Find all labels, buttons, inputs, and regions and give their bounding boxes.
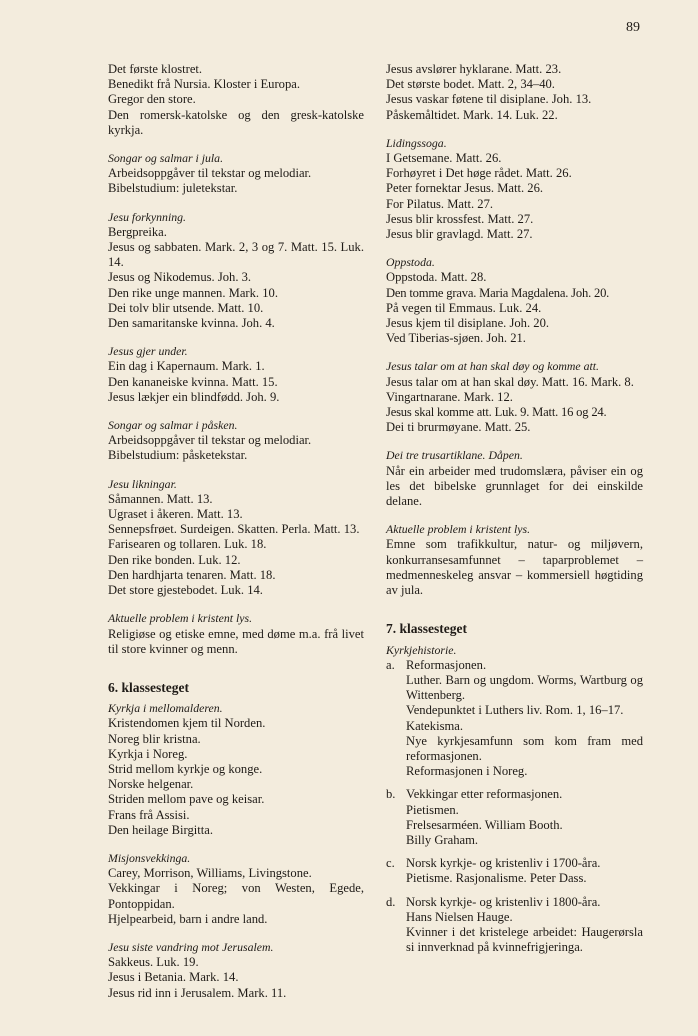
- topic-heading: Aktuelle problem i kristent lys.: [386, 522, 531, 537]
- topic-heading: Kyrkja i mellomalderen.: [108, 701, 223, 716]
- text-line: Carey, Morrison, Williams, Livingstone.: [108, 866, 312, 881]
- text-line: Vingartnarane. Mark. 12.: [386, 389, 513, 404]
- topic-heading: Jesu siste vandring mot Jerusalem.: [108, 939, 274, 954]
- text-line: Den romersk-katolske og den gresk-katolske kyrkja.: [108, 107, 364, 137]
- text-line: Hjelpearbeid, barn i andre land.: [108, 911, 268, 926]
- text-line: Sakkeus. Luk. 19.: [108, 955, 199, 970]
- text-line: Pietisme. Rasjonalisme. Peter Dass.: [406, 871, 587, 886]
- text-line: Gregor den store.: [108, 92, 196, 107]
- text-line: Såmannen. Matt. 13.: [108, 491, 213, 506]
- text-line: Kvinner i det kristelege arbeidet: Haugerørsla si innverknad på kvinnefrigjeringa.: [406, 924, 643, 955]
- text-line: Jesus blir gravlagd. Matt. 27.: [386, 227, 533, 242]
- text-line: På vegen til Emmaus. Luk. 24.: [386, 300, 542, 315]
- lettered-item: [386, 856, 643, 886]
- topic-block: [108, 851, 364, 927]
- text-line: Norske helgenar.: [108, 777, 194, 792]
- text-line: Religiøse og etiske emne, med døme m.a. frå livet til store kvinner og menn.: [108, 626, 364, 656]
- text-line: Den heilage Birgitta.: [108, 822, 214, 837]
- text-line: Noreg blir kristna.: [108, 731, 201, 746]
- text-line: Ein dag i Kapernaum. Mark. 1.: [108, 359, 265, 374]
- text-line: Den tomme grava. Maria Magdalena. Joh. 20.: [386, 285, 610, 300]
- topic-heading: Jesus talar om at han skal døy og komme att.: [386, 359, 599, 374]
- text-line: Luther. Barn og ungdom. Worms, Wartburg og Wittenberg.: [406, 672, 643, 703]
- text-line: Jesus og sabbaten. Mark. 2, 3 og 7. Matt. 15. Luk. 14.: [108, 240, 364, 270]
- text-line: Oppstoda. Matt. 28.: [386, 270, 487, 285]
- text-line: Det første klostret.: [108, 62, 203, 76]
- topic-block: [108, 210, 364, 332]
- text-line: Det største bodet. Matt. 2, 34–40.: [386, 77, 555, 92]
- text-line: Emne som trafikkultur, natur- og miljøvern, konkurransesamfunnet – taparproblemet – medmenneskeleg ansvar – kommersiell høgtiding av jula.: [386, 537, 643, 598]
- intro-block: [386, 62, 643, 123]
- text-line: Den hardhjarta tenaren. Matt. 18.: [108, 567, 276, 582]
- text-line: Vendepunktet i Luthers liv. Rom. 1, 16–17.: [406, 703, 624, 718]
- item-letter: a.: [386, 657, 395, 672]
- text-line: Vekkingar i Noreg; von Westen, Egede, Pontoppidan.: [108, 881, 364, 911]
- text-line: Bibelstudium: juletekstar.: [108, 181, 238, 196]
- text-line: Pietismen.: [406, 802, 459, 817]
- text-line: Kyrkja i Noreg.: [108, 746, 188, 761]
- text-line: Den kananeiske kvinna. Matt. 15.: [108, 374, 278, 389]
- text-line: Norsk kyrkje- og kristenliv i 1700-åra.: [406, 856, 601, 871]
- topic-block: [386, 255, 643, 346]
- text-line: Billy Graham.: [406, 832, 479, 847]
- topic-block: [108, 418, 364, 464]
- text-line: Jesus vaskar føtene til disiplane. Joh. 13.: [386, 92, 592, 107]
- text-line: Nye kyrkjesamfunn som kom fram med reformasjonen.: [406, 733, 643, 763]
- text-line: Sennepsfrøet. Surdeigen. Skatten. Perla. Matt. 13.: [108, 522, 360, 537]
- text-line: Vekkingar etter reformasjonen.: [406, 787, 563, 802]
- text-line: Jesus i Betania. Mark. 14.: [108, 970, 239, 985]
- topic-block: [108, 477, 364, 599]
- text-line: Jesus skal komme att. Luk. 9. Matt. 16 og 24.: [386, 405, 607, 420]
- item-letter: b.: [386, 787, 396, 802]
- text-line: Reformasjonen.: [406, 657, 487, 672]
- topic-heading: Lidingssoga.: [386, 135, 447, 150]
- text-line: Bergpreika.: [108, 224, 167, 239]
- text-line: Reformasjonen i Noreg.: [406, 764, 528, 779]
- topic-heading: Aktuelle problem i kristent lys.: [108, 611, 253, 626]
- topic-block: [386, 359, 643, 435]
- text-line: Hans Nielsen Hauge.: [406, 909, 513, 924]
- item-letter: d.: [386, 894, 396, 909]
- topic-block: [108, 344, 364, 405]
- text-line: Peter fornektar Jesus. Matt. 26.: [386, 181, 544, 196]
- topic-heading: Misjonsvekkinga.: [108, 850, 191, 865]
- text-line: Jesus blir krossfest. Matt. 27.: [386, 211, 534, 226]
- topic-block: [108, 701, 364, 838]
- text-line: Den rike bonden. Luk. 12.: [108, 552, 241, 567]
- text-line: Jesus talar om at han skal døy. Matt. 16. Mark. 8.: [386, 374, 634, 389]
- page-number: 89: [626, 20, 640, 35]
- text-line: Bibelstudium: påsketekstar.: [108, 448, 248, 463]
- text-line: Den rike unge mannen. Mark. 10.: [108, 285, 278, 300]
- text-line: Når ein arbeider med trudomslæra, påviser ein og les det bibelske grunnlaget for dei einskilde delane.: [386, 463, 643, 509]
- text-line: Ugraset i åkeren. Matt. 13.: [108, 507, 243, 522]
- text-line: Striden mellom pave og keisar.: [108, 792, 265, 807]
- text-line: Benedikt frå Nursia. Kloster i Europa.: [108, 77, 300, 92]
- item-letter: c.: [386, 856, 395, 871]
- intro-block: [108, 62, 364, 138]
- text-line: Jesus rid inn i Jerusalem. Mark. 11.: [108, 985, 287, 1000]
- text-line: Påskemåltidet. Mark. 14. Luk. 22.: [386, 107, 558, 122]
- topic-block: [108, 940, 364, 1001]
- lettered-item: [386, 658, 643, 780]
- topic-heading: Kyrkjehistorie.: [386, 642, 457, 657]
- topic-block: [386, 136, 643, 242]
- section-title: 6. klassesteget: [108, 679, 189, 695]
- text-line: Katekisma.: [406, 718, 464, 733]
- text-line: Arbeidsoppgåver til tekstar og melodiar.: [108, 166, 312, 181]
- text-line: Jesus kjem til disiplane. Joh. 20.: [386, 316, 550, 331]
- topic-heading: Jesu forkynning.: [108, 209, 186, 224]
- section-title: 7. klassesteget: [386, 621, 467, 637]
- topic-block: [108, 611, 364, 657]
- text-line: Jesus lækjer ein blindfødd. Joh. 9.: [108, 389, 280, 404]
- text-line: I Getsemane. Matt. 26.: [386, 151, 502, 166]
- text-line: Det store gjestebodet. Luk. 14.: [108, 583, 263, 598]
- text-line: Jesus avslører hyklarane. Matt. 23.: [386, 62, 562, 76]
- lettered-item: [386, 787, 643, 848]
- text-line: Forhøyret i Det høge rådet. Matt. 26.: [386, 166, 572, 181]
- lettered-item: [386, 895, 643, 956]
- topic-block: [108, 151, 364, 197]
- text-line: Frans frå Assisi.: [108, 807, 190, 822]
- topic-heading: Oppstoda.: [386, 255, 435, 270]
- text-line: Norsk kyrkje- og kristenliv i 1800-åra.: [406, 894, 601, 909]
- topic-heading: Songar og salmar i jula.: [108, 151, 224, 166]
- text-line: Den samaritanske kvinna. Joh. 4.: [108, 316, 275, 331]
- topic-heading: Jesu likningar.: [108, 476, 177, 491]
- text-line: Strid mellom kyrkje og konge.: [108, 761, 263, 776]
- topic-heading: Dei tre trusartiklane. Dåpen.: [386, 448, 523, 463]
- text-line: Farisearen og tollaren. Luk. 18.: [108, 537, 267, 552]
- topic-heading: Songar og salmar i påsken.: [108, 418, 238, 433]
- topic-heading: Jesus gjer under.: [108, 344, 188, 359]
- text-line: Dei tolv blir utsende. Matt. 10.: [108, 300, 264, 315]
- right-column: [386, 62, 643, 963]
- left-column: [108, 62, 364, 1014]
- text-line: Dei ti brurmøyane. Matt. 25.: [386, 420, 531, 435]
- text-line: Jesus og Nikodemus. Joh. 3.: [108, 270, 252, 285]
- text-line: Frelsesarméen. William Booth.: [406, 817, 563, 832]
- text-line: For Pilatus. Matt. 27.: [386, 196, 494, 211]
- text-line: Ved Tiberias-sjøen. Joh. 21.: [386, 331, 526, 346]
- topic-block: [386, 448, 643, 509]
- topic-block: [386, 522, 643, 598]
- text-line: Arbeidsoppgåver til tekstar og melodiar.: [108, 433, 312, 448]
- text-line: Kristendomen kjem til Norden.: [108, 716, 266, 731]
